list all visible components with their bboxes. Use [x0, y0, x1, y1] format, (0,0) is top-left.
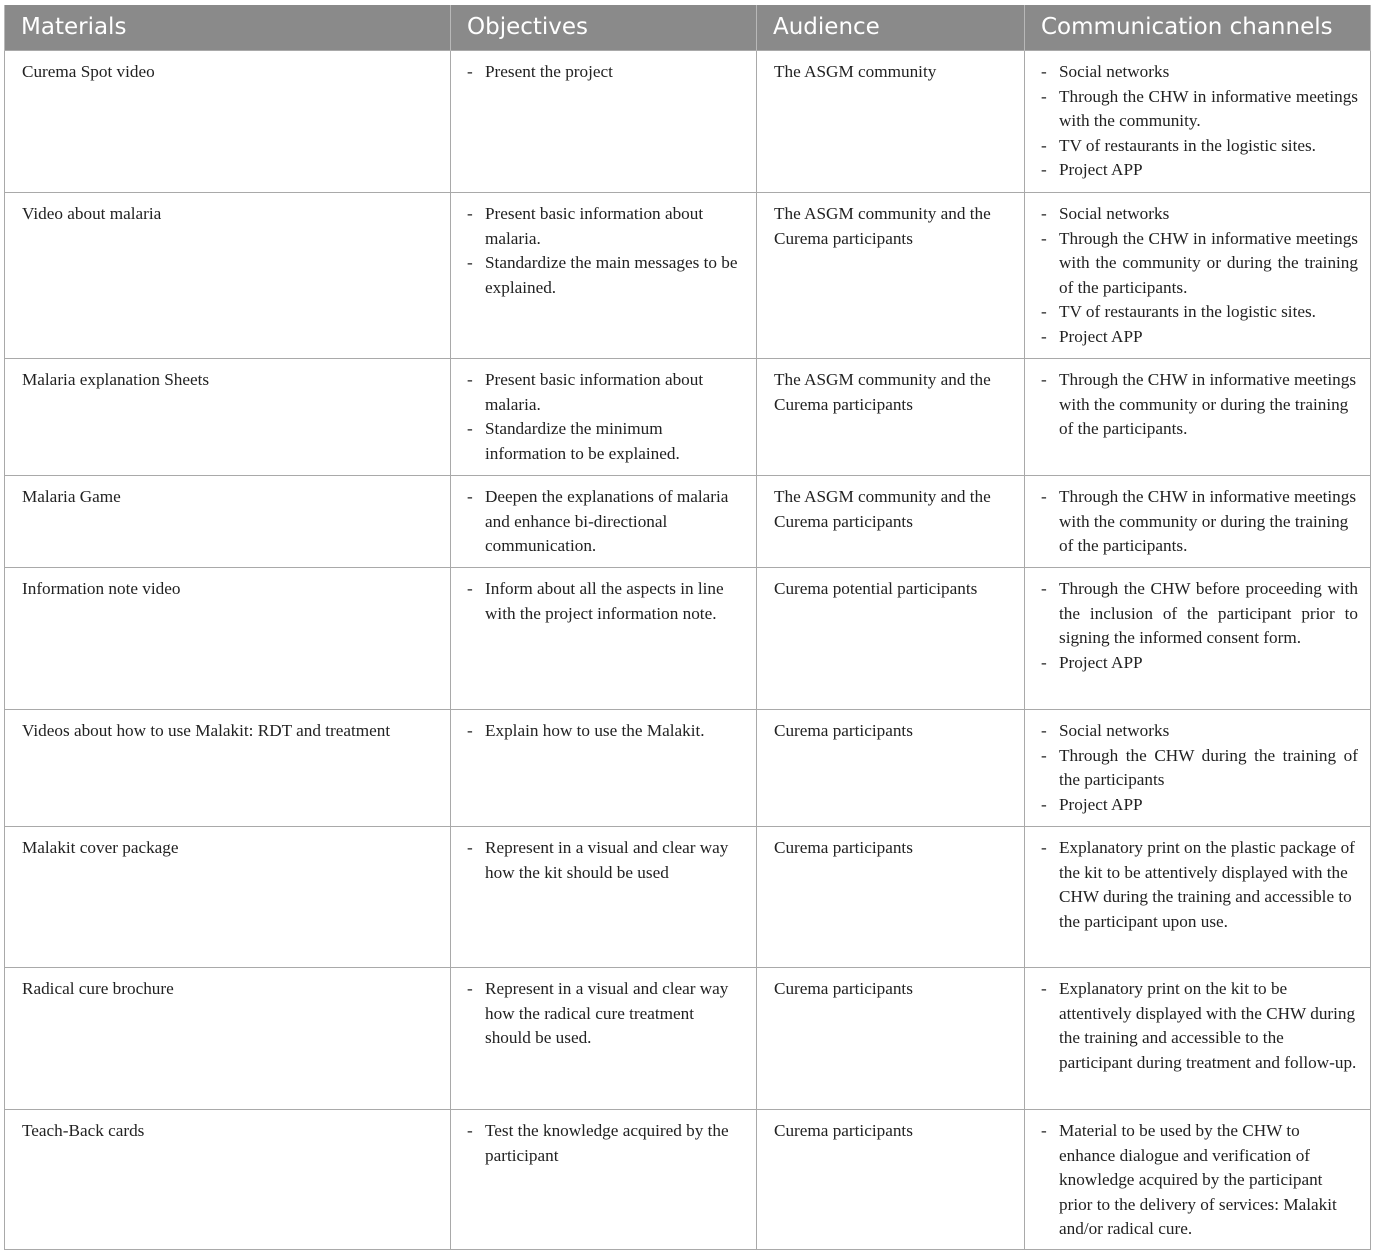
- table-row: [5, 1110, 1371, 1250]
- material-cell: Malakit cover package: [5, 827, 451, 968]
- objectives-list: [467, 977, 744, 1051]
- objective-item: - Present the project: [467, 60, 744, 85]
- channels-list: [1041, 836, 1358, 934]
- objective-item: - Represent in a visual and clear way how the kit should be used: [467, 836, 744, 885]
- table-row: [5, 193, 1371, 359]
- objective-item: - Deepen the explanations of malaria and enhance bi-directional communication.: [467, 485, 744, 559]
- channels-cell: [1025, 1110, 1371, 1250]
- objective-item: - Test the knowledge acquired by the participant: [467, 1119, 744, 1168]
- channels-cell: [1025, 968, 1371, 1110]
- material-cell: Information note video: [5, 568, 451, 710]
- table-row: [5, 710, 1371, 827]
- material-cell: Videos about how to use Malakit: RDT and treatment: [5, 710, 451, 827]
- channel-item: - TV of restaurants in the logistic sites.: [1041, 300, 1358, 325]
- channels-cell: [1025, 193, 1371, 359]
- objectives-list: [467, 60, 744, 85]
- audience-cell: Curema potential participants: [757, 568, 1025, 710]
- table-body: [5, 51, 1371, 1250]
- channels-cell: [1025, 568, 1371, 710]
- channel-item: - Through the CHW in informative meetings with the community or during the training of the participants.: [1041, 368, 1358, 442]
- channels-cell: [1025, 710, 1371, 827]
- channel-item: - Through the CHW during the training of the participants: [1041, 744, 1358, 793]
- objectives-list: [467, 719, 744, 744]
- channels-list: [1041, 719, 1358, 817]
- header-row: [5, 5, 1371, 51]
- channels-list: [1041, 368, 1358, 442]
- channel-item: - Explanatory print on the kit to be attentively displayed with the CHW during the training and accessible to the participant during treatment and follow-up.: [1041, 977, 1358, 1075]
- objectives-cell: [451, 51, 757, 193]
- channel-item: - Project APP: [1041, 651, 1358, 676]
- table-row: [5, 51, 1371, 193]
- channel-item: - Social networks: [1041, 60, 1358, 85]
- header-objectives: Objectives: [451, 5, 757, 51]
- audience-cell: The ASGM community and the Curema participants: [757, 476, 1025, 568]
- channels-list: [1041, 485, 1358, 559]
- material-cell: Curema Spot video: [5, 51, 451, 193]
- channels-list: [1041, 977, 1358, 1075]
- header-audience: Audience: [757, 5, 1025, 51]
- channels-cell: [1025, 51, 1371, 193]
- objective-item: - Standardize the main messages to be explained.: [467, 251, 744, 300]
- table-row: [5, 827, 1371, 968]
- channels-list: [1041, 202, 1358, 350]
- header-materials: Materials: [5, 5, 451, 51]
- objectives-cell: [451, 968, 757, 1110]
- objective-item: - Explain how to use the Malakit.: [467, 719, 744, 744]
- material-cell: Teach-Back cards: [5, 1110, 451, 1250]
- objectives-cell: [451, 193, 757, 359]
- channels-cell: [1025, 359, 1371, 476]
- channel-item: - Explanatory print on the plastic package of the kit to be attentively displayed with the CHW during the training and accessible to the participant upon use.: [1041, 836, 1358, 934]
- channel-item: - Material to be used by the CHW to enhance dialogue and verification of knowledge acquired by the participant prior to the delivery of services: Malakit and/or radical cure.: [1041, 1119, 1358, 1242]
- channels-list: [1041, 577, 1358, 675]
- objectives-cell: [451, 359, 757, 476]
- audience-cell: Curema participants: [757, 968, 1025, 1110]
- objectives-list: [467, 836, 744, 885]
- table-row: [5, 476, 1371, 568]
- objectives-list: [467, 577, 744, 626]
- objectives-cell: [451, 827, 757, 968]
- channels-cell: [1025, 476, 1371, 568]
- audience-cell: The ASGM community and the Curema participants: [757, 193, 1025, 359]
- objective-item: - Present basic information about malaria.: [467, 202, 744, 251]
- header-communication-channels: Communication channels: [1025, 5, 1371, 51]
- material-cell: Radical cure brochure: [5, 968, 451, 1110]
- channel-item: - Project APP: [1041, 793, 1358, 818]
- channels-list: [1041, 1119, 1358, 1242]
- objective-item: - Inform about all the aspects in line with the project information note.: [467, 577, 744, 626]
- materials-table: [4, 5, 1371, 1250]
- channel-item: - Through the CHW in informative meetings with the community or during the training of the participants.: [1041, 227, 1358, 301]
- objective-item: - Represent in a visual and clear way how the radical cure treatment should be used.: [467, 977, 744, 1051]
- objectives-list: [467, 368, 744, 466]
- audience-cell: Curema participants: [757, 710, 1025, 827]
- table-row: [5, 359, 1371, 476]
- channel-item: - Through the CHW in informative meetings with the community or during the training of the participants.: [1041, 485, 1358, 559]
- channel-item: - Social networks: [1041, 202, 1358, 227]
- audience-cell: The ASGM community and the Curema participants: [757, 359, 1025, 476]
- objectives-list: [467, 202, 744, 300]
- objectives-list: [467, 1119, 744, 1168]
- material-cell: Malaria explanation Sheets: [5, 359, 451, 476]
- channels-cell: [1025, 827, 1371, 968]
- channel-item: - Project APP: [1041, 325, 1358, 350]
- material-cell: Malaria Game: [5, 476, 451, 568]
- channel-item: - Through the CHW in informative meetings with the community.: [1041, 85, 1358, 134]
- audience-cell: Curema participants: [757, 827, 1025, 968]
- audience-cell: Curema participants: [757, 1110, 1025, 1250]
- objective-item: - Standardize the minimum information to be explained.: [467, 417, 744, 466]
- table-row: [5, 968, 1371, 1110]
- channel-item: - Social networks: [1041, 719, 1358, 744]
- objectives-cell: [451, 1110, 757, 1250]
- objectives-cell: [451, 476, 757, 568]
- objectives-list: [467, 485, 744, 559]
- table-header: [5, 5, 1371, 51]
- channel-item: - Through the CHW before proceeding with the inclusion of the participant prior to signing the informed consent form.: [1041, 577, 1358, 651]
- channels-list: [1041, 60, 1358, 183]
- table-row: [5, 568, 1371, 710]
- objective-item: - Present basic information about malaria.: [467, 368, 744, 417]
- channel-item: - TV of restaurants in the logistic sites.: [1041, 134, 1358, 159]
- materials-table-container: [4, 5, 1370, 1250]
- channel-item: - Project APP: [1041, 158, 1358, 183]
- audience-cell: The ASGM community: [757, 51, 1025, 193]
- objectives-cell: [451, 568, 757, 710]
- material-cell: Video about malaria: [5, 193, 451, 359]
- objectives-cell: [451, 710, 757, 827]
